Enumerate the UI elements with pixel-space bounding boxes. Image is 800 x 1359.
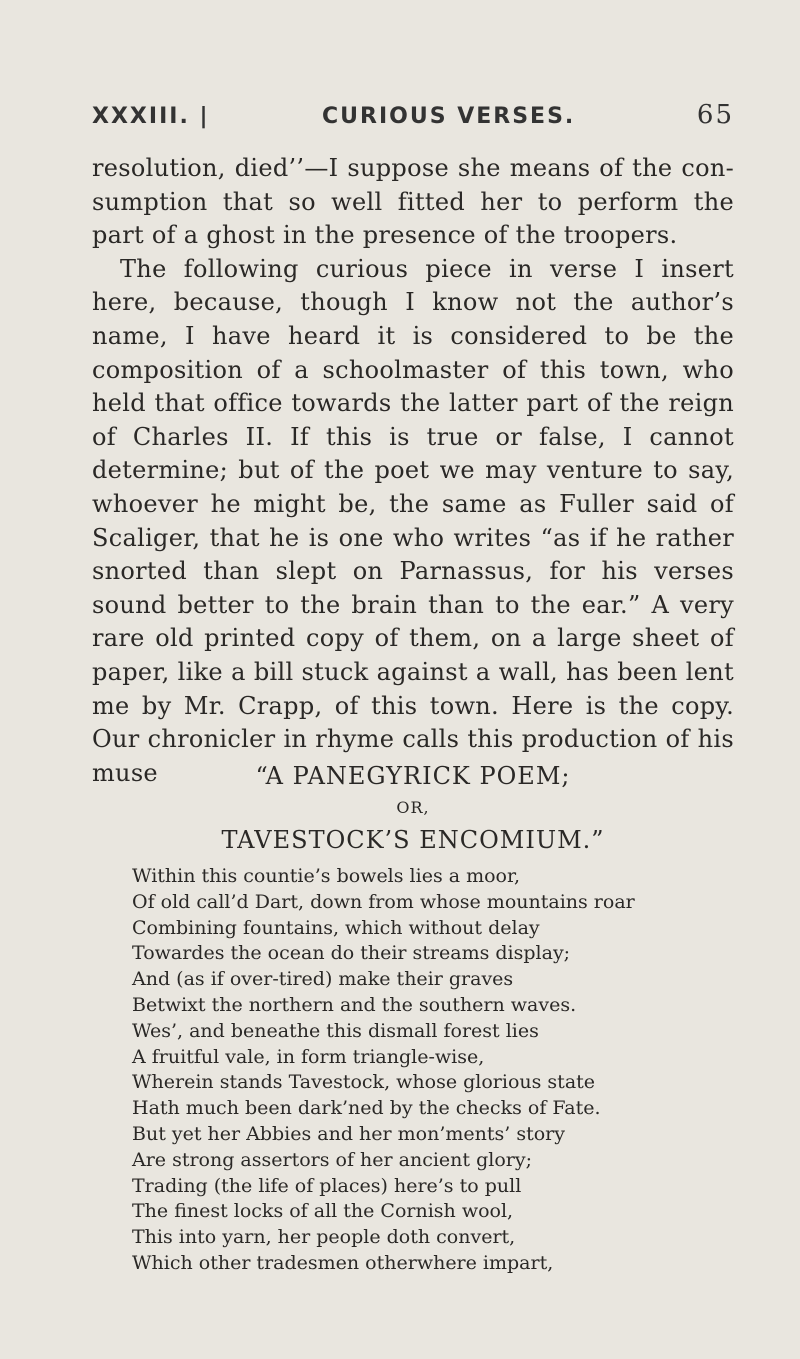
poem-line: Are strong assertors of her ancient glory; <box>132 1148 532 1171</box>
poem-lines <box>132 864 742 1277</box>
poem-line: A fruitful vale, in form triangle-wise, <box>132 1045 485 1068</box>
prose-paragraph: resolution, died’’—I suppose she means of the con-sumption that so well fitted her to perform the part of a ghost in the presence of the troopers. <box>92 154 734 250</box>
section-number: XXXIII. | <box>92 104 210 129</box>
poem-line: The finest locks of all the Cornish wool, <box>132 1200 514 1223</box>
poem-line: Hath much been dark’ned by the checks of Fate. <box>132 1097 601 1120</box>
poem-line: But yet her Abbies and her mon’ments’ story <box>132 1122 565 1145</box>
poem-line: Towardes the ocean do their streams display; <box>132 942 571 965</box>
poem-line: Combining fountains, which without delay <box>132 916 540 939</box>
poem-title: “A PANEGYRICK POEM; <box>255 762 571 790</box>
poem-subtitle: TAVESTOCK’S ENCOMIUM.” <box>221 826 605 854</box>
poem-line: Wes’, and beneathe this dismall forest lies <box>132 1019 539 1042</box>
prose-body <box>92 152 734 790</box>
prose-paragraph: The following curious piece in verse I insert here, because, though I know not the author’s name, I have heard it is considered to be the composition of a schoolmaster of this town, who held that office towards the latter part of the reign of Charles II. If this is true or false, I cannot determine; but of the poet we may venture to say, whoever he might be, the same as Fuller said of Scaliger, that he is one who writes “as if he rather snorted than slept on Parnassus, for his verses sound better to the brain than to the ear.” A very rare old printed copy of them, on a large sheet of paper, like a bill stuck against a wall, has been lent me by Mr. Crapp, of this town. Here is the copy. Our chronicler in rhyme calls this production of his muse <box>92 254 734 787</box>
poem-line: Of old call’d Dart, down from whose mountains roar <box>132 890 635 913</box>
poem-line: Within this countie’s bowels lies a moor, <box>132 865 521 887</box>
poem-line: Betwixt the northern and the southern waves. <box>132 993 577 1016</box>
poem-line: This into yarn, her people doth convert, <box>132 1226 516 1249</box>
running-title: CURIOUS VERSES. <box>322 104 576 129</box>
poem-title-or: OR, <box>396 798 430 817</box>
poem-line: And (as if over-tired) make their graves <box>132 968 514 991</box>
poem-line: Trading (the life of places) here’s to pull <box>132 1174 522 1197</box>
poem-line: Which other tradesmen otherwhere impart, <box>132 1251 554 1274</box>
page-header <box>92 100 734 140</box>
poem-line: Wherein stands Tavestock, whose glorious state <box>132 1071 596 1094</box>
page-number: 65 <box>696 100 734 130</box>
